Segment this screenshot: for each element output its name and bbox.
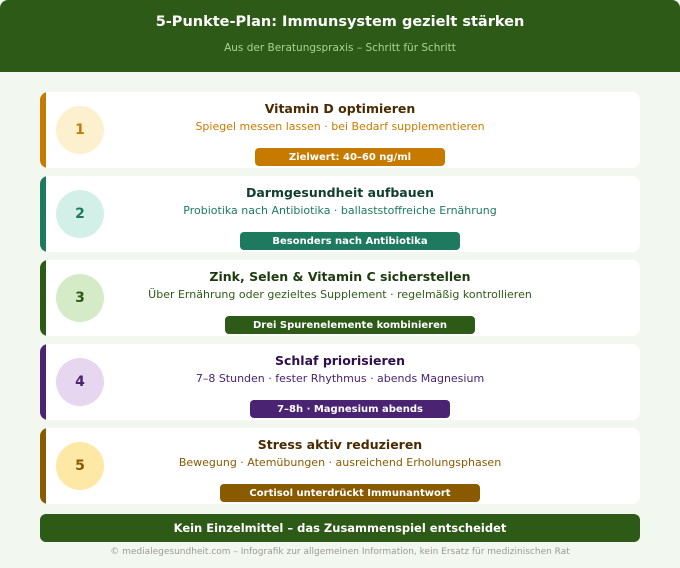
step-highlight-badge: 7–8h · Magnesium abends	[250, 400, 450, 418]
step-title: Vitamin D optimieren	[264, 101, 416, 116]
page-title: 5-Punkte-Plan: Immunsystem gezielt stärken	[155, 14, 525, 30]
step-title: Stress aktiv reduzieren	[257, 437, 423, 452]
header	[0, 0, 680, 72]
step-card-2	[40, 176, 640, 252]
step-description: Bewegung · Atemübungen · ausreichend Erholungsphasen	[178, 456, 502, 469]
step-card-5	[40, 428, 640, 504]
step-highlight-badge: Besonders nach Antibiotika	[240, 232, 460, 250]
step-number-badge: 3	[56, 274, 104, 322]
step-number-badge: 4	[56, 358, 104, 406]
step-description: Über Ernährung oder gezieltes Supplement · regelmäßig kontrollieren	[148, 288, 532, 301]
step-description: Spiegel messen lassen · bei Bedarf supplementieren	[195, 120, 485, 133]
step-card-1	[40, 92, 640, 168]
step-number-badge: 2	[56, 190, 104, 238]
credit-line: © medialegesundheit.com – Infografik zur allgemeinen Information, kein Ersatz für medizinischen Rat	[110, 547, 570, 557]
step-description: 7–8 Stunden · fester Rhythmus · abends Magnesium	[195, 372, 485, 385]
step-card-4	[40, 344, 640, 420]
step-title: Zink, Selen & Vitamin C sicherstellen	[209, 269, 471, 284]
step-title: Darmgesundheit aufbauen	[245, 185, 435, 200]
page-subtitle: Aus der Beratungspraxis – Schritt für Schritt	[224, 42, 456, 54]
step-highlight-badge: Zielwert: 40–60 ng/ml	[255, 148, 445, 166]
step-description: Probiotika nach Antibiotika · ballaststoffreiche Ernährung	[183, 204, 497, 217]
step-card-3	[40, 260, 640, 336]
step-highlight-badge: Drei Spurenelemente kombinieren	[225, 316, 475, 334]
summary-banner: Kein Einzelmittel – das Zusammenspiel entscheidet	[40, 514, 640, 542]
step-number-badge: 1	[56, 106, 104, 154]
step-number-badge: 5	[56, 442, 104, 490]
step-title: Schlaf priorisieren	[275, 353, 405, 368]
step-highlight-badge: Cortisol unterdrückt Immunantwort	[220, 484, 480, 502]
